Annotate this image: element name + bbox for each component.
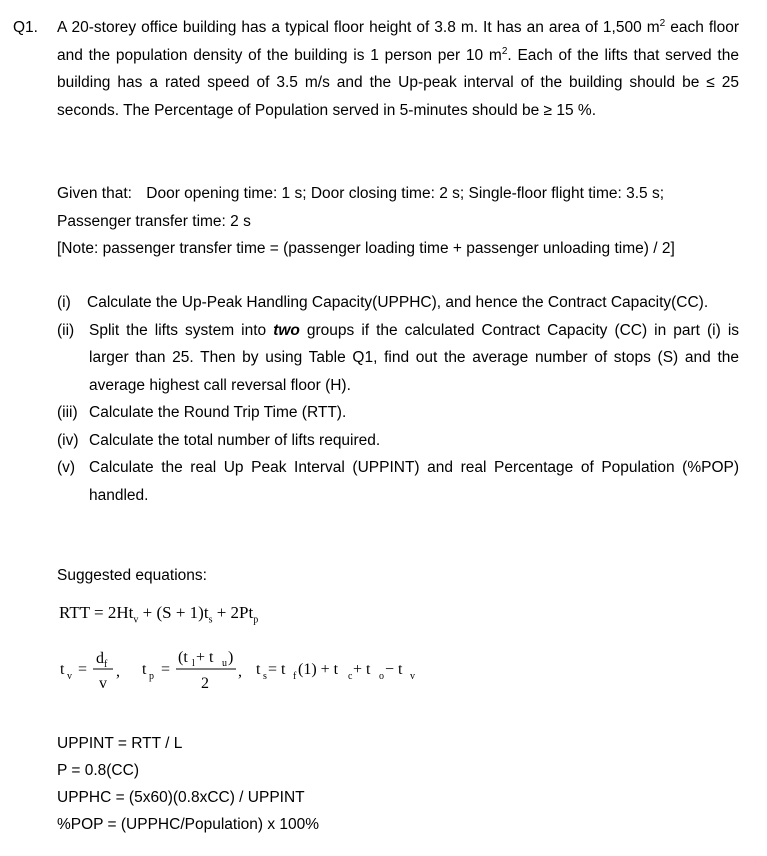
equals-sign: = bbox=[161, 661, 171, 678]
part-number: (ii) bbox=[57, 321, 79, 339]
suggested-label: Suggested equations: bbox=[57, 567, 207, 584]
tp-num-sub2: u bbox=[222, 658, 227, 669]
intro-text-2: each floor and the population density of the building is 1 person per 10 m bbox=[57, 19, 739, 64]
rtt-text-mid: + (S + 1)t bbox=[138, 603, 209, 622]
ts-rhs-a: = t bbox=[268, 661, 286, 678]
part-text: Calculate the Up-Peak Handling Capacity(UPPHC), and hence the Contract Capacity(CC). bbox=[87, 294, 709, 311]
intro-text-3: . Each of the lifts that served the building has a rated speed of 3.5 m/s and the Up-peak interval of the building should be ≤ 25 seconds. The Percentage of Population served in 5-minutes should be ≥ 15 %. bbox=[57, 46, 739, 119]
tv-num-sub: f bbox=[104, 659, 108, 670]
parts-list bbox=[57, 289, 739, 509]
upphc-equation: UPPHC = (5x60)(0.8xCC) / UPPINT bbox=[57, 789, 305, 806]
part-text-emphasis: two bbox=[273, 321, 300, 339]
ts-rhs-v: v bbox=[410, 671, 415, 682]
ts-lhs: t bbox=[256, 661, 261, 678]
part-text: Calculate the real Up Peak Interval (UPPINT) and real Percentage of Population (%POP) handled. bbox=[89, 459, 739, 504]
tp-den: 2 bbox=[201, 675, 209, 692]
list-item bbox=[57, 399, 739, 427]
list-item bbox=[57, 454, 739, 509]
given-line-2: Passenger transfer time: 2 s bbox=[57, 212, 251, 230]
list-item bbox=[57, 427, 739, 455]
part-number: (v) bbox=[57, 459, 80, 476]
part-text bbox=[89, 317, 739, 400]
ts-rhs-e: − t bbox=[385, 661, 403, 678]
part-text: Calculate the Round Trip Time (RTT). bbox=[89, 404, 347, 421]
rtt-text: RTT = 2Ht bbox=[59, 603, 134, 622]
tp-num-end: ) bbox=[228, 649, 234, 666]
uppint-equation: UPPINT = RTT / L bbox=[57, 735, 183, 752]
rtt-equation bbox=[59, 602, 258, 631]
comma: , bbox=[116, 663, 120, 680]
question-intro bbox=[57, 14, 739, 124]
equals-sign: = bbox=[78, 661, 88, 678]
tv-lhs: t bbox=[60, 661, 65, 678]
p-equation: P = 0.8(CC) bbox=[57, 762, 139, 779]
given-line-1 bbox=[57, 180, 739, 208]
question-number: Q1. bbox=[13, 19, 38, 36]
part-number: (iii) bbox=[57, 404, 82, 421]
given-note: [Note: passenger transfer time = (passenger loading time + passenger unloading time) / 2] bbox=[57, 240, 675, 257]
intro-superscript-2: 2 bbox=[501, 45, 508, 57]
list-item bbox=[57, 289, 739, 317]
tp-lhs: t bbox=[142, 661, 147, 678]
intro-superscript-1: 2 bbox=[659, 17, 666, 29]
ts-rhs-o: o bbox=[379, 671, 384, 682]
rtt-sub-p: p bbox=[253, 614, 259, 626]
tv-num: d bbox=[96, 650, 104, 667]
time-equations bbox=[58, 646, 538, 696]
list-item bbox=[57, 317, 739, 400]
intro-text-1: A 20-storey office building has a typical floor height of 3.8 m. It has an area of 1,500 m bbox=[57, 19, 660, 36]
part-text-b: groups if the calculated Contract Capacity (CC) in part (i) is larger than 25. Then by using Table Q1, find out the average number of stops (S) and the average highest call reversal floor (H). bbox=[89, 321, 740, 394]
given-times: Door opening time: 1 s; Door closing time: 2 s; Single-floor flight time: 3.5 s; bbox=[146, 185, 665, 202]
part-number: (i) bbox=[57, 294, 76, 311]
ts-sub: s bbox=[263, 671, 267, 682]
rtt-sub-s: s bbox=[208, 614, 213, 626]
tp-num-sub1: l bbox=[192, 658, 195, 669]
ts-rhs-b: (1) + t bbox=[298, 661, 339, 678]
ts-rhs-c: c bbox=[348, 671, 353, 682]
tp-num-mid: + t bbox=[196, 649, 214, 666]
rtt-sub-v: v bbox=[133, 614, 139, 626]
ts-rhs-d: + t bbox=[353, 661, 371, 678]
tv-den: v bbox=[99, 675, 107, 692]
rtt-text-end: + 2Pt bbox=[212, 603, 254, 622]
tv-sub: v bbox=[67, 671, 72, 682]
tp-num: (t bbox=[178, 649, 188, 666]
comma: , bbox=[238, 663, 242, 680]
given-label: Given that: bbox=[57, 185, 132, 202]
part-text: Calculate the total number of lifts required. bbox=[89, 431, 381, 449]
part-text-a: Split the lifts system into bbox=[89, 321, 274, 339]
ts-rhs-f: f bbox=[293, 671, 297, 682]
tp-sub: p bbox=[149, 671, 154, 682]
given-block bbox=[57, 180, 739, 263]
pop-equation: %POP = (UPPHC/Population) x 100% bbox=[57, 816, 320, 833]
part-number: (iv) bbox=[57, 431, 83, 449]
